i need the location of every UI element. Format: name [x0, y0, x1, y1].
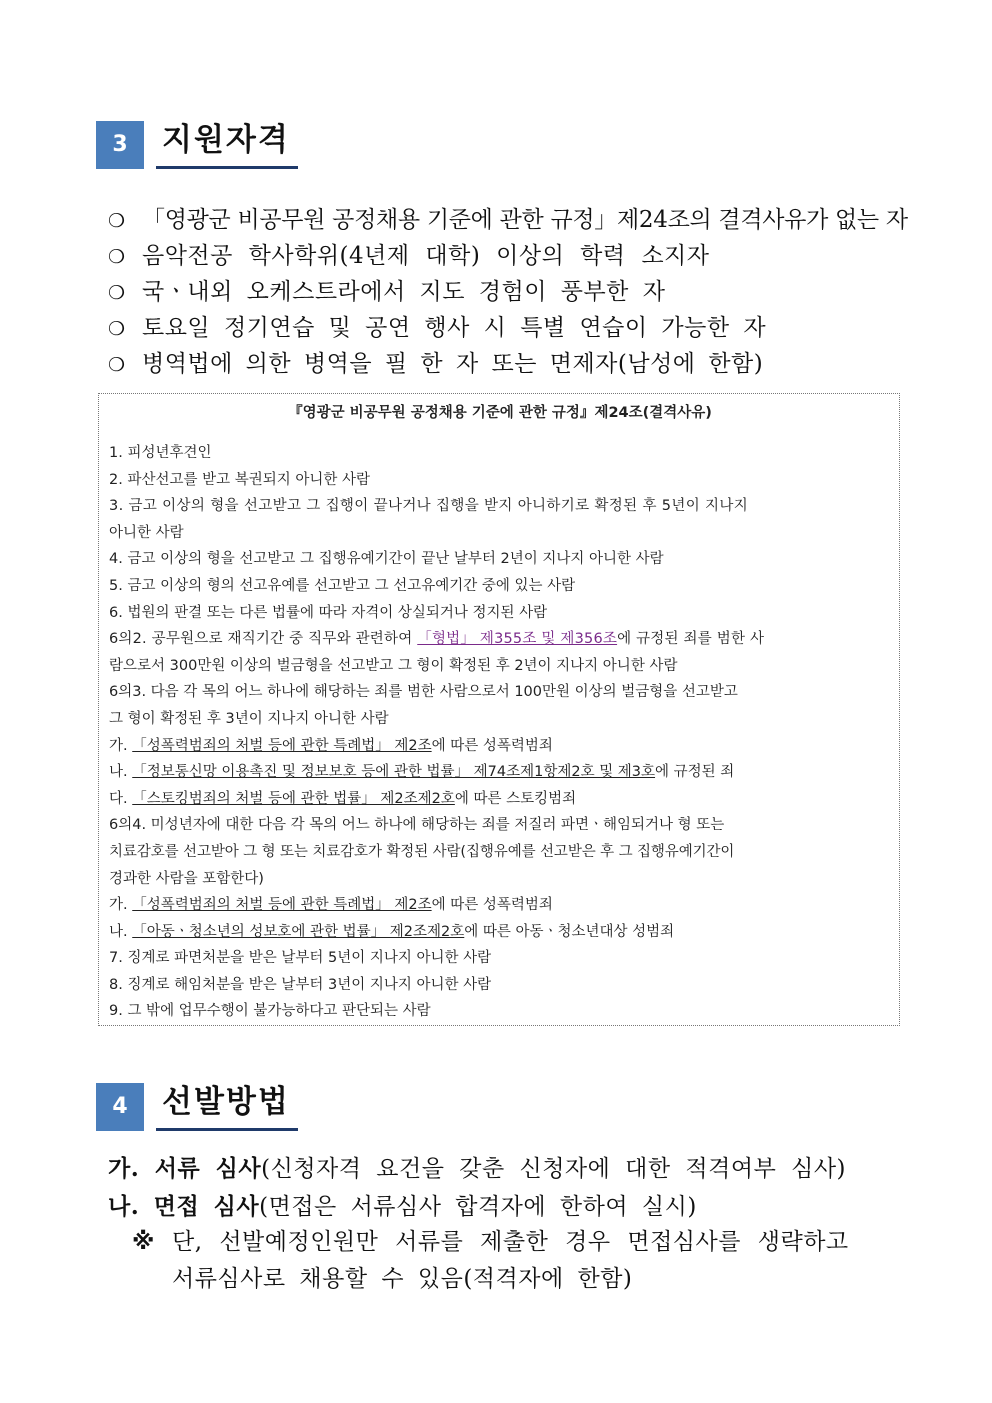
- box-line-text: 가.: [109, 897, 133, 914]
- section-3-header: [96, 120, 298, 169]
- box-line: [109, 733, 891, 760]
- selection-method: [108, 1150, 908, 1226]
- selection-text: (신청자격 요건을 갖춘 신청자에 대한 적격여부 심사): [261, 1156, 847, 1182]
- law-reference[interactable]: 「성폭력범죄의 처벌 등에 관한 특례법」 제2조: [132, 897, 432, 914]
- box-title: 『영광군 비공무원 공정채용 기준에 관한 규정』제24조(결격사유): [288, 405, 712, 421]
- selection-label: 나. 면접 심사: [108, 1193, 260, 1220]
- law-reference[interactable]: 「아동ㆍ청소년의 성보호에 관한 법률」 제2조제2호: [132, 923, 465, 940]
- list-item: [108, 203, 908, 239]
- box-line-text: 가.: [109, 737, 133, 754]
- box-line: 치료감호를 선고받아 그 형 또는 치료감호가 확정된 사람(집행유예를 선고받은 후 그 집행유예기간이: [109, 843, 735, 860]
- selection-text: (면접은 서류심사 합격자에 한하여 실시): [259, 1194, 697, 1220]
- list-item-text: 토요일 정기연습 및 공연 행사 시 특별 연습이 가능한 자: [142, 315, 767, 341]
- selection-item: [108, 1150, 908, 1188]
- box-line: 6. 법원의 판결 또는 다른 법률에 따라 자격이 상실되거나 정지된 사람: [109, 604, 548, 621]
- list-item-text: 국ㆍ내외 오케스트라에서 지도 경험이 풍부한 자: [142, 279, 666, 305]
- box-line: 1. 피성년후견인: [109, 445, 212, 461]
- box-line: 4. 금고 이상의 형을 선고받고 그 집행유예기간이 끝난 날부터 2년이 지나지 아니한 사람: [109, 551, 664, 568]
- section-title: 지원자격: [156, 120, 298, 169]
- box-line-text: 나.: [109, 764, 133, 781]
- note-text: 서류심사로 채용할 수 있음(적격자에 한함): [172, 1266, 633, 1292]
- section-number-badge: 3: [96, 121, 144, 169]
- note-text: 단, 선발예정인원만 서류를 제출한 경우 면접심사를 생략하고: [172, 1229, 849, 1255]
- box-line: 아니한 사람: [109, 524, 184, 541]
- box-line-text: 에 따른 성폭력범죄: [431, 737, 553, 754]
- list-item: [108, 311, 908, 347]
- selection-label: 가. 서류 심사: [108, 1155, 262, 1182]
- law-link[interactable]: 「형법」 제355조 및 제356조: [417, 631, 618, 648]
- law-reference[interactable]: 「성폭력범죄의 처벌 등에 관한 특례법」 제2조: [132, 737, 432, 754]
- section-number-badge: 4: [96, 1083, 144, 1131]
- list-item: [108, 347, 908, 383]
- law-reference[interactable]: 「정보통신망 이용촉진 및 정보보호 등에 관한 법률」 제74조제1항제2호 및 제3호: [132, 764, 656, 781]
- box-line-text: 에 규정된 죄: [655, 764, 735, 781]
- note-line: [132, 1261, 912, 1298]
- list-item: [108, 239, 908, 275]
- selection-item: [108, 1188, 908, 1226]
- box-line: [109, 786, 891, 813]
- box-line-text: 에 따른 아동ㆍ청소년대상 성범죄: [464, 923, 675, 940]
- circle-bullet-icon: ❍: [108, 246, 126, 268]
- qualification-list: [108, 203, 908, 383]
- circle-bullet-icon: ❍: [108, 318, 126, 340]
- note-line: [132, 1224, 912, 1261]
- box-line: 그 형이 확정된 후 3년이 지나지 아니한 사람: [109, 710, 389, 727]
- box-line-text: 다.: [109, 790, 133, 807]
- box-line-text: 6의2. 공무원으로 재직기간 중 직무와 관련하여: [109, 631, 418, 648]
- circle-bullet-icon: ❍: [108, 210, 126, 232]
- box-line: [109, 892, 891, 919]
- disqualification-box: [98, 393, 900, 1026]
- section-4-header: [96, 1082, 298, 1131]
- box-lines: [109, 440, 891, 1025]
- box-line-text: 나.: [109, 923, 133, 940]
- reference-mark-icon: ※: [132, 1229, 155, 1255]
- law-reference[interactable]: 「스토킹범죄의 처벌 등에 관한 법률」 제2조제2호: [132, 790, 455, 807]
- box-line: [109, 626, 891, 653]
- circle-bullet-icon: ❍: [108, 354, 126, 376]
- list-item-text: 병역법에 의한 병역을 필 한 자 또는 면제자(남성에 한함): [142, 351, 764, 377]
- circle-bullet-icon: ❍: [108, 282, 126, 304]
- box-line-text: 에 규정된 죄를 범한 사: [617, 631, 765, 648]
- box-line: 9. 그 밖에 업무수행이 불가능하다고 판단되는 사람: [109, 1003, 431, 1020]
- box-line: [109, 759, 891, 786]
- box-line: 5. 금고 이상의 형의 선고유예를 선고받고 그 선고유예기간 중에 있는 사람: [109, 577, 576, 594]
- box-line-text: 에 따른 성폭력범죄: [431, 897, 553, 914]
- list-item-text: 음악전공 학사학위(4년제 대학) 이상의 학력 소지자: [142, 243, 710, 269]
- box-line-text: 에 따른 스토킹범죄: [454, 790, 577, 807]
- list-item-text: 「영광군 비공무원 공정채용 기준에 관한 규정」제24조의 결격사유가 없는 자: [142, 207, 908, 233]
- box-line: 람으로서 300만원 이상의 벌금형을 선고받고 그 형이 확정된 후 2년이 지나지 아니한 사람: [109, 657, 678, 674]
- box-line: 8. 징계로 해임처분을 받은 날부터 3년이 지나지 아니한 사람: [109, 976, 492, 993]
- list-item: [108, 275, 908, 311]
- box-line: 7. 징계로 파면처분을 받은 날부터 5년이 지나지 아니한 사람: [109, 950, 492, 967]
- box-line: 6의4. 미성년자에 대한 다음 각 목의 어느 하나에 해당하는 죄를 저질러 파면ㆍ해임되거나 형 또는: [109, 817, 725, 834]
- section-title: 선발방법: [156, 1082, 298, 1131]
- box-line: [109, 919, 891, 946]
- box-line: 3. 금고 이상의 형을 선고받고 그 집행이 끝나거나 집행을 받지 아니하기로 확정된 후 5년이 지나지: [109, 498, 749, 515]
- box-line: 경과한 사람을 포함한다): [109, 870, 264, 887]
- box-line: 6의3. 다음 각 목의 어느 하나에 해당하는 죄를 범한 사람으로서 100만원 이상의 벌금형을 선고받고: [109, 684, 738, 701]
- box-line: 2. 파산선고를 받고 복권되지 아니한 사람: [109, 471, 370, 488]
- selection-note: [132, 1224, 912, 1298]
